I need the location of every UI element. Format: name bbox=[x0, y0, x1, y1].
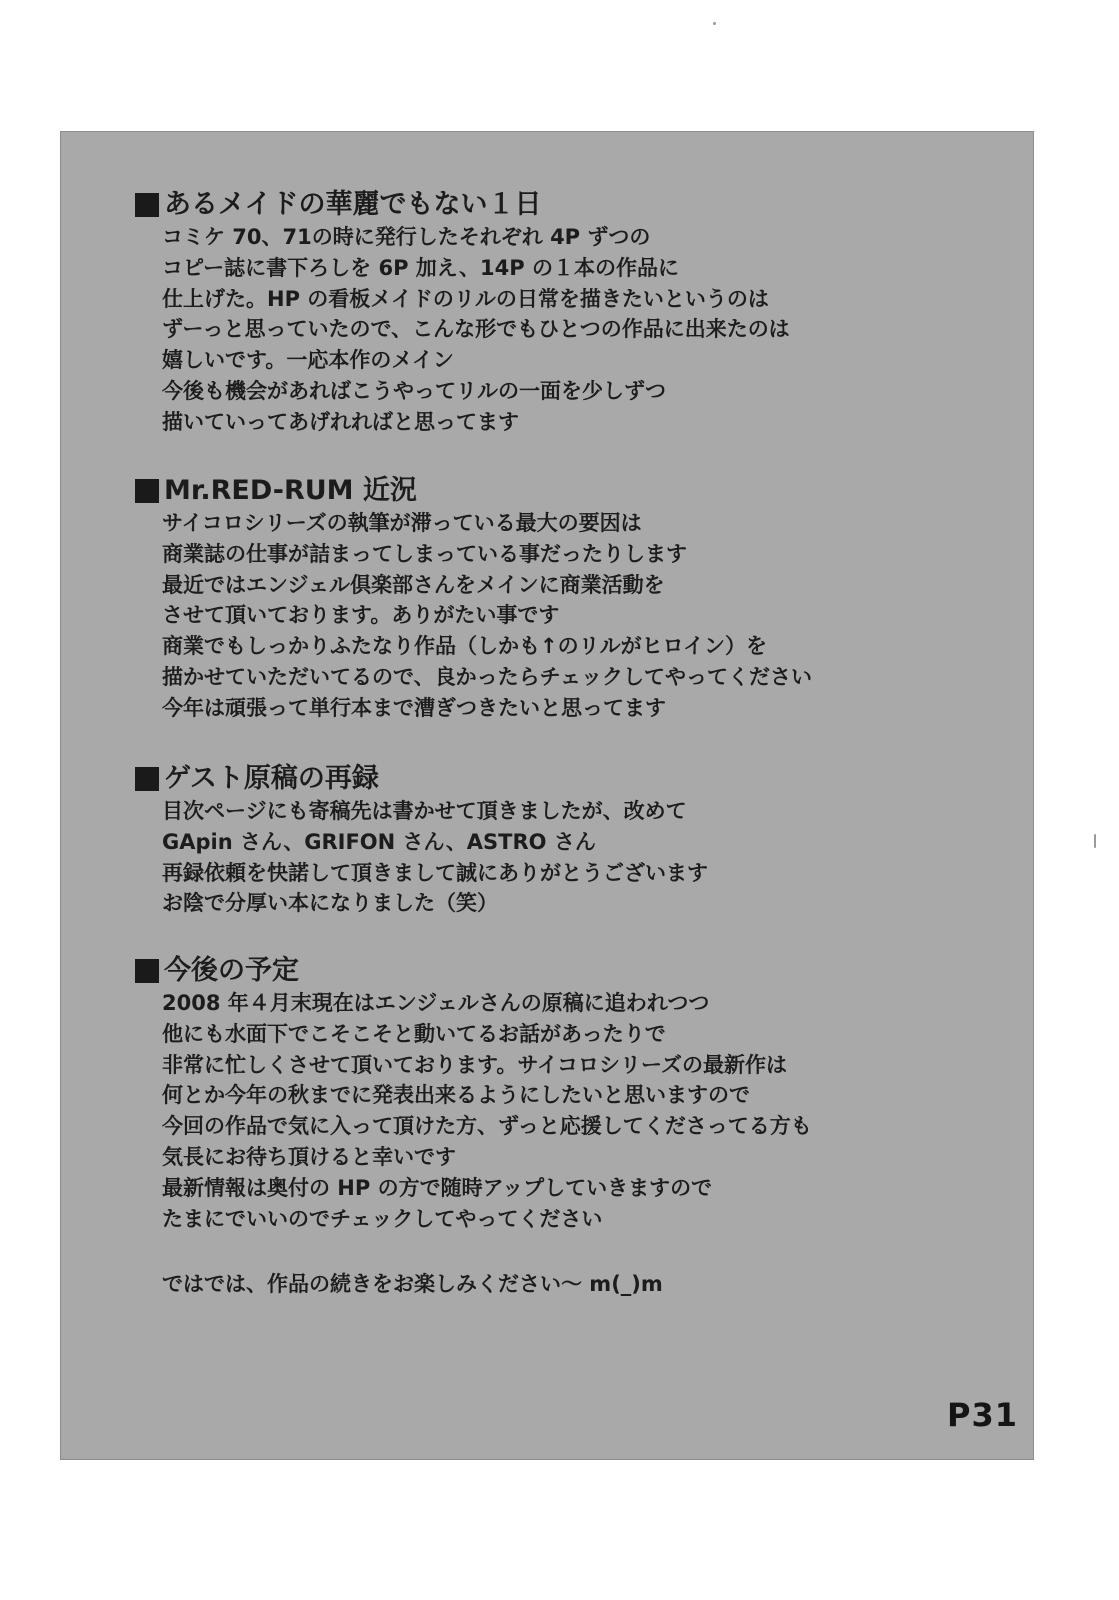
body-line: 他にも水面下でこそこそと動いてるお話があったりで bbox=[162, 1021, 666, 1046]
body-line: 気長にお待ち頂けると幸いです bbox=[162, 1144, 456, 1169]
section-heading-text: Mr.RED-RUM 近況 bbox=[164, 475, 417, 506]
section-body bbox=[135, 796, 708, 919]
body-line: 最新情報は奥付の HP の方で随時アップしていきますので bbox=[162, 1175, 713, 1200]
body-line: 2008 年４月末現在はエンジェルさんの原稿に追われつつ bbox=[162, 991, 710, 1015]
section-body bbox=[135, 508, 812, 724]
body-line: 嬉しいです。一応本作のメイン bbox=[162, 348, 454, 373]
body-line: 目次ページにも寄稿先は書かせて頂きましたが、改めて bbox=[162, 799, 687, 823]
section-heading-text: あるメイドの華麗でもない１日 bbox=[164, 189, 542, 220]
body-line: コピー誌に書下ろしを 6P 加え、14P の１本の作品に bbox=[162, 255, 679, 280]
section-heading-text: 今後の予定 bbox=[164, 955, 299, 986]
body-line: 今年は頑張って単行本まで漕ぎつきたいと思ってます bbox=[162, 695, 666, 720]
body-line: お陰で分厚い本になりました（笑） bbox=[162, 891, 498, 916]
body-line: コミケ 70、71の時に発行したそれぞれ 4P ずつの bbox=[162, 225, 651, 249]
section-heading-text: ゲスト原稿の再録 bbox=[164, 763, 379, 794]
body-line: GApin さん、GRIFON さん、ASTRO さん bbox=[162, 829, 596, 854]
body-line: 今後も機会があればこうやってリルの一面を少しずつ bbox=[162, 378, 666, 403]
section-author-news bbox=[135, 474, 812, 724]
scan-speck bbox=[1094, 834, 1096, 848]
section-guest-reprint bbox=[135, 762, 708, 919]
scan-speck bbox=[713, 22, 716, 25]
body-line: 商業誌の仕事が詰まってしまっている事だったりします bbox=[162, 541, 687, 566]
square-bullet-icon bbox=[135, 193, 159, 217]
section-future-plans bbox=[135, 954, 812, 1234]
body-line: 最近ではエンジェル倶楽部さんをメインに商業活動を bbox=[162, 572, 665, 597]
body-line: 何とか今年の秋までに発表出来るようにしたいと思いますので bbox=[162, 1083, 750, 1108]
body-line: 描いていってあげれればと思ってます bbox=[162, 409, 519, 434]
body-line: 非常に忙しくさせて頂いております。サイコロシリーズの最新作は bbox=[162, 1052, 787, 1077]
square-bullet-icon bbox=[135, 479, 159, 503]
section-heading bbox=[135, 954, 812, 988]
body-line: 描かせていただいてるので、良かったらチェックしてやってください bbox=[162, 664, 812, 689]
body-line: 仕上げた。HP の看板メイドのリルの日常を描きたいというのは bbox=[162, 286, 769, 311]
section-heading bbox=[135, 762, 708, 796]
body-line: 今回の作品で気に入って頂けた方、ずっと応援してくださってる方も bbox=[162, 1114, 812, 1139]
section-heading bbox=[135, 188, 790, 222]
body-line: ずーっと思っていたので、こんな形でもひとつの作品に出来たのは bbox=[162, 317, 790, 342]
body-line: させて頂いております。ありがたい事です bbox=[162, 603, 560, 628]
body-line: サイコロシリーズの執筆が滞っている最大の要因は bbox=[162, 511, 642, 535]
body-line: 商業でもしっかりふたなり作品（しかも↑のリルがヒロイン）を bbox=[162, 634, 767, 659]
text-panel bbox=[60, 131, 1034, 1460]
section-heading bbox=[135, 474, 812, 508]
closing-message: ではでは、作品の続きをお楽しみください～ m(_)m bbox=[162, 1272, 663, 1296]
section-body bbox=[135, 222, 790, 438]
section-maid-day bbox=[135, 188, 790, 438]
body-line: たまにでいいのでチェックしてやってください bbox=[162, 1206, 603, 1231]
section-body bbox=[135, 988, 812, 1234]
square-bullet-icon bbox=[135, 959, 159, 983]
square-bullet-icon bbox=[135, 767, 159, 791]
body-line: 再録依頼を快諾して頂きまして誠にありがとうございます bbox=[162, 860, 708, 885]
page-number: P31 bbox=[947, 1396, 1018, 1434]
